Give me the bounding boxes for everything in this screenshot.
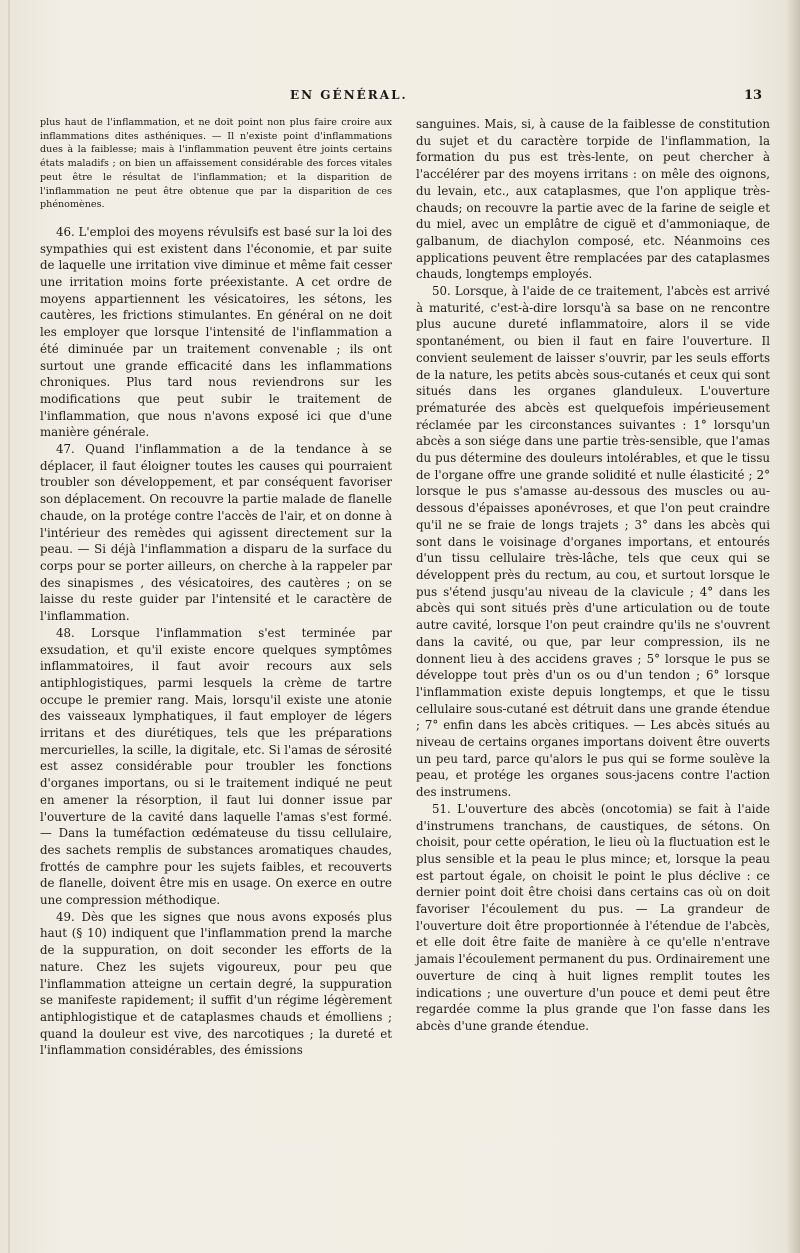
- running-head: EN GÉNÉRAL.: [290, 88, 408, 102]
- paragraph-46: 46. L'emploi des moyens révulsifs est basé sur la loi des sympathies qui est existent dans l'économie, et par suite de laquelle une irritation vive diminue et même fait cesser une irritation moins forte préexistante. A cet ordre de moyens appartiennent les vésicatoires, les sétons, les cautères, les frictions stimulantes. En général on ne doit les employer que lorsque l'intensité de l'inflammation a été diminuée par un traitement convenable ; ils ont surtout une grande efficacité dans les inflammations chroniques. Plus tard nous reviendrons sur les modifications que peut subir le traitement de l'inflammation, que nous n'avons exposé ici que d'une manière générale.: [40, 224, 392, 440]
- paragraph-50: 50. Lorsque, à l'aide de ce traitement, l'abcès est arrivé à maturité, c'est-à-dire lorsqu'à sa base on ne rencontre plus aucune dureté inflammatoire, alors il se vide spontanément, ou bien il faut en faire l'ouverture. Il convient seulement de laisser s'ouvrir, par les seuls efforts de la nature, les petits abcès sous-cutanés et ceux qui sont situés dans les organes glanduleux. L'ouverture prématurée des abcès est quelquefois impérieusement réclamée par les circonstances suivantes : 1° lorsqu'un abcès a son siége dans une partie très-sensible, que l'amas du pus détermine des douleurs intolérables, et que le tissu de l'organe offre une grande solidité et nulle élasticité ; 2° lorsque le pus s'amasse au-dessous des muscles ou au-dessous d'épaisses aponévroses, et que l'on peut craindre qu'il ne se fraie de longs trajets ; 3° dans les abcès qui sont dans le voisinage d'organes importans, et entourés d'un tissu cellulaire très-lâche, tels que ceux qui se développent près du rectum, au cou, et surtout lorsque le pus s'étend jusqu'au niveau de la clavicule ; 4° dans les abcès qui sont situés près d'une articulation ou de toute autre cavité, lorsque l'on peut craindre qu'ils ne s'ouvrent dans la cavité, ou que, par leur compression, ils ne donnent lieu à des accidens graves ; 5° lorsque le pus se développe tout près d'un os ou d'un tendon ; 6° lorsque l'inflammation existe depuis longtemps, et que le tissu cellulaire sous-cutané est détruit dans une grande étendue ; 7° enfin dans les abcès critiques. — Les abcès situés au niveau de certains organes importans doivent être ouverts un peu tard, parce qu'alors le pus qui se forme soulève la peau, et protége les organes sous-jacens contre l'action des instrumens.: [416, 284, 770, 800]
- footnote-continuation: plus haut de l'inflammation, et ne doit point non plus faire croire aux inflammations dites asthéniques. — Il n'existe point d'inflammations dues à la faiblesse; mais à l'inflammation peuvent être joints certains états maladifs ; on bien un affaissement considérable des forces vitales peut être le résultat de l'inflammation; et la disparition de l'inflammation ne peut être obtenue que par la disparition de ces phénomènes.: [40, 117, 392, 211]
- page-header: [0, 88, 800, 108]
- page-number: 13: [744, 88, 763, 103]
- right-column: [416, 116, 770, 1035]
- page-edge-shadow: [786, 0, 800, 1253]
- left-column: [40, 116, 392, 1059]
- paragraph-48: 48. Lorsque l'inflammation s'est terminée par exsudation, et qu'il existe encore quelques symptômes inflammatoires, il faut avoir recours aux sels antiphlogistiques, parmi lesquels la crème de tartre occupe le premier rang. Mais, lorsqu'il existe une atonie des vaisseaux lymphatiques, il faut employer de légers irritans et des diurétiques, tels que les préparations mercurielles, la scille, la digitale, etc. Si l'amas de sérosité est assez considérable pour troubler les fonctions d'organes importans, ou si le traitement indiqué ne peut en amener la résorption, il faut lui donner issue par l'ouverture de la cavité dans laquelle l'amas s'est formé. — Dans la tuméfaction œdémateuse du tissu cellulaire, des sachets remplis de substances aromatiques chaudes, frottés de camphre pour les sujets faibles, et recouverts de flanelle, doivent être mis en usage. On exerce en outre une compression méthodique.: [40, 625, 392, 908]
- paragraph-49: 49. Dès que les signes que nous avons exposés plus haut (§ 10) indiquent que l'inflammation prend la marche de la suppuration, on doit seconder les efforts de la nature. Chez les sujets vigoureux, pour peu que l'inflammation atteigne un certain degré, la suppuration se manifeste rapidement; il suffit d'un régime légèrement antiphlogistique et de cataplasmes chauds et émolliens ; quand la douleur est vive, des narcotiques ; la dureté et l'inflammation considérables, des émissions: [40, 909, 392, 1058]
- paragraph-49-continued: sanguines. Mais, si, à cause de la faiblesse de constitution du sujet et du caractère torpide de l'inflammation, la formation du pus est très-lente, on peut chercher à l'accélérer par des moyens irritans : on mêle des oignons, du levain, etc., aux cataplasmes, que l'on applique très-chauds; on recouvre la partie avec de la farine de seigle et du miel, avec un emplâtre de ciguë et d'ammoniaque, de galbanum, de diachylon composé, etc. Néanmoins ces applications peuvent être remplacées par des cataplasmes chauds, longtemps employés.: [416, 117, 770, 282]
- paragraph-51: 51. L'ouverture des abcès (oncotomia) se fait à l'aide d'instrumens tranchans, de caustiques, de sétons. On choisit, pour cette opération, le lieu où la fluctuation est le plus sensible et la peau le plus mince; et, lorsque la peau est partout égale, on choisit le point le plus déclive : ce dernier point doit être choisi dans certains cas où on doit favoriser l'écoulement du pus. — La grandeur de l'ouverture doit être proportionnée à l'étendue de l'abcès, et elle doit être faite de manière à ce qu'elle n'entrave jamais l'écoulement permanent du pus. Ordinairement une ouverture de cinq à huit lignes remplit toutes les indications ; une ouverture d'un pouce et demi peut être regardée comme la plus grande que l'on fasse dans les abcès d'une grande étendue.: [416, 801, 770, 1033]
- page-gutter-shadow: [8, 0, 10, 1253]
- paragraph-47: 47. Quand l'inflammation a de la tendance à se déplacer, il faut éloigner toutes les causes qui pourraient troubler son développement, et par conséquent favoriser son déplacement. On recouvre la partie malade de flanelle chaude, on la protége contre l'accès de l'air, et on donne à l'intérieur des remèdes qui agissent directement sur la peau. — Si déjà l'inflammation a disparu de la surface du corps pour se porter ailleurs, on cherche à la rappeler par des sinapismes , des vésicatoires, des cautères ; on se laisse du reste guider par l'intensité et le caractère de l'inflammation.: [40, 442, 392, 624]
